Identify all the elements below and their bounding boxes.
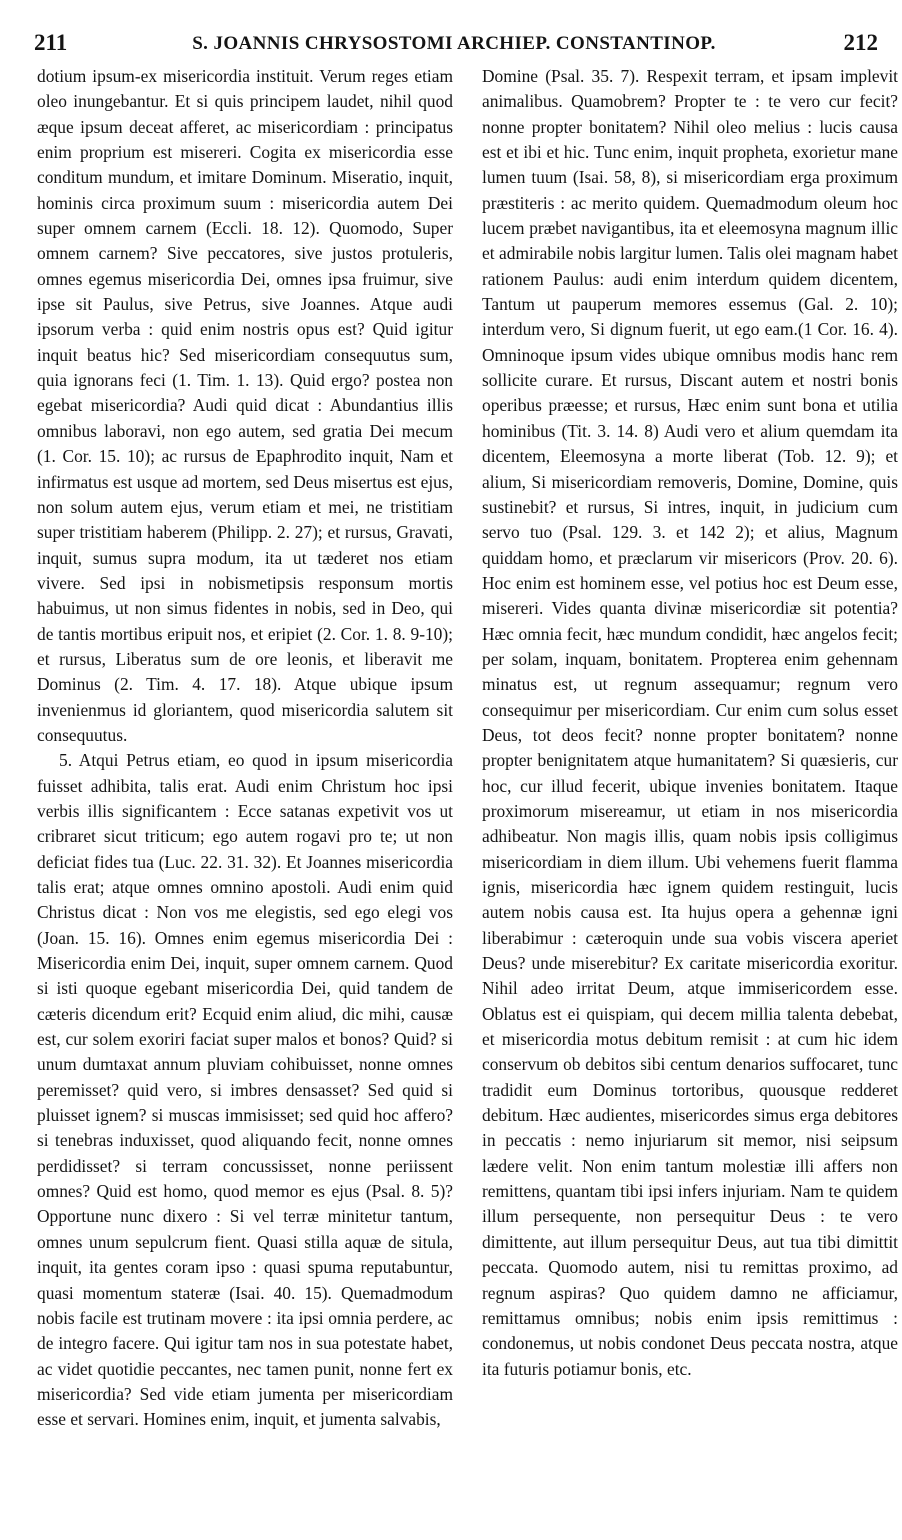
page-number-right: 212 — [843, 30, 878, 55]
right-paragraph-1: Domine (Psal. 35. 7). Respexit terram, et ipsam implevit animalibus. Quamobrem? Propter te : te vero cur fecit? nonne propter bonitatem? Nihil oleo melius : lucis causa est et ibi et hic. Tunc enim, inquit propheta, exorietur mane lumen tuum (Isai. 58, 8), si misericordiam erga proximum præstiteris : ac merito quidem. Quemadmodum oleum hoc lucem præbet navigantibus, ita et eleemosyna magnum illic et admirabile nobis largitur lumen. Talis olei magnam habet rationem Paulus: audi enim interdum quidem dicentem, Tantum ut pauperum memores essemus (Gal. 2. 10); interdum vero, Si dignum fuerit, ut ego eam.(1 Cor. 16. 4). Omninoque ipsum vides ubique omnibus modis hanc rem sollicite curare. Et rursus, Discant autem et nostri bonis operibus præesse; et rursus, Hæc enim sunt bona et utilia hominibus (Tit. 3. 14. 8) Audi vero et alium quemdam ita dicentem, Eleemosyna a morte liberat (Tob. 12. 9); et alium, Si misericordiam removeris, Domine, Domine, quis sustinebit? et rursus, Si intres, inquit, in judicium cum servo tuo (Psal. 129. 3. et 142 2); et alius, Magnum quiddam homo, et præclarum vir misericors (Prov. 20. 6). Hoc enim est hominem esse, vel potius hoc est Deum esse, misereri. Vides quanta divinæ misericordiæ sit potentia? Hæc omnia fecit, hæc mundum condidit, hæc angelos fecit; per solam, inquam, bonitatem. Propterea enim gehennam minatus est, ut regnum assequamur; regnum vero consequimur per misericordiam. Cur enim cum solus esset Deus, tot deos fecit? nonne propter bonitatem? nonne propter benignitatem atque humanitatem? Si quæsieris, cur hoc, cur illud fecerit, ubique invenies bonitatem. Itaque proximorum misereamur, ut etiam in nos misericordia adhibeatur. Non magis illis, quam nobis ipsis colligimus misericordiam in diem illum. Ubi vehemens fuerit flamma ignis, misericordia hæc ignem quidem restinguit, lucis autem nobis causa est. Ita hujus opera a gehennæ igni liberabimur : cæteroquin unde sua vobis viscera aperiet Deus? unde miserebitur? Ex caritate misericordia exoritur. Nihil adeo irritat Deum, atque immisericordem esse. Oblatus est ei quispiam, qui decem millia talenta debebat, et misericordia motus debitum remisit : at cum hic idem conservum ob debitos sibi centum denarios suffocaret, tunc tradidit eum Dominus tortoribus, quousque redderet debitum. Hæc audientes, misericordes simus erga debitores in peccatis : nemo injuriarum sit memor, nisi seipsum lædere velit. Non enim tantum molestiæ illi affers non remittens, quantam tibi ipsi infers injuriam. Nam te quidem illum persequente, non persequitur Deus : te vero dimittente, aut illum persequitur Deus, aut tua tibi dimittit peccata. Quomodo autem, nisi tu remittas proximo, ad regnum aspiras? Quo quidem damno ne afficiamur, remittamus omnibus; nobis enim ipsis remittimus : condonemus, ut nobis condonet Deus peccata nostra, atque ita futuris potiamur bonis, etc. — [482, 66, 898, 1379]
left-paragraph-1: dotium ipsum-ex misericordia instituit. Verum reges etiam oleo inungebantur. Et si quis principem laudet, nihil quod æque ipsum deceat afferet, ac misericordiam : principatus enim proprium est misereri. Cogita ex misericordia esse conditum mundum, et imitare Dominum. Miseratio, inquit, hominis circa proximum suum : misericordia autem Dei super omnem carnem (Eccli. 18. 12). Quomodo, Super omnem carnem? Sive peccatores, sive justos protuleris, omnes egemus misericordia Dei, omnes ipsa fruimur, sive ipse sit Paulus, sive Petrus, sive Joannes. Atque audi ipsorum verba : quid enim nostris opus est? Quid igitur inquit beatus hic? Sed misericordiam consequutus sum, quia ignorans feci (1. Tim. 1. 13). Quid ergo? postea non egebat misericordia? Audi quid dicat : Abundantius illis omnibus laboravi, non ego autem, sed gratia Dei mecum (1. Cor. 15. 10); ac rursus de Epaphrodito inquit, Nam et infirmatus est usque ad mortem, sed Deus misertus est ejus, non solum autem ejus, verum etiam et mei, ne tristitiam super tristitiam haberem (Philipp. 2. 27); et rursus, Gravati, inquit, sumus supra modum, ita ut tæderet nos etiam vivere. Sed ipsi in nobismetipsis responsum mortis habuimus, ut non simus fidentes in nobis, sed in Deo, qui de tantis mortibus eripuit nos, et eripiet (2. Cor. 1. 8. 9-10); et rursus, Liberatus sum de ore leonis, et liberavit me Dominus (2. Tim. 4. 17. 18). Atque ubique ipsum invenienmus id gloriantem, quod misericordia salutem sit consequutus. — [37, 66, 453, 745]
page-header — [30, 30, 878, 64]
running-title: S. JOANNIS CHRYSOSTOMI ARCHIEP. CONSTANTINOP. — [192, 33, 716, 54]
right-column — [482, 64, 898, 1382]
page-number-left: 211 — [34, 30, 68, 55]
left-paragraph-2: 5. Atqui Petrus etiam, eo quod in ipsum misericordia fuisset adhibita, talis erat. Audi enim Christum hoc ipsi verbis illis significantem : Ecce satanas expetivit vos ut cribraret sicut triticum; ego autem rogavi pro te; ut non deficiat fides tua (Luc. 22. 31. 32). Et Joannes misericordia talis erat; atque omnes omnino apostoli. Audi enim quid Christus dicat : Non vos me elegistis, sed ego elegi vos (Joan. 15. 16). Omnes enim egemus misericordia Dei : Misericordia enim Dei, inquit, super omnem carnem. Quod si isti quoque egebant misericordia Dei, quid tandem de cæteris dicendum erit? Ecquid enim aliud, dic mihi, causæ est, cur solem exoriri faciat super malos et bonos? Quid? si unum dumtaxat annum pluviam cohibuisset, nonne omnes peremisset? quid vero, si imbres densasset? Sed quid si pluisset ignem? si muscas immisisset; sed quid hoc affero? si tenebras induxisset, quod aliquando fecit, nonne omnes perdidisset? si terram concussisset, nonne periissent omnes? Quid est homo, quod memor es ejus (Psal. 8. 5)? Opportune nunc dixero : Si vel terræ minitetur tantum, omnes unum sepulcrum fient. Quasi stilla aquæ de situla, inquit, ita gentes coram ipso : quasi spuma reputabuntur, quasi momentum stateræ (Isai. 40. 15). Quemadmodum nobis facile est trutinam movere : ita ipsi omnia perdere, ac de integro facere. Qui igitur tam nos in sua potestate habet, ac videt quotidie peccantes, nec tamen punit, nonne fert ex misericordia? Sed vide etiam jumenta per misericordiam esse et servari. Homines enim, inquit, et jumenta salvabis, — [37, 750, 453, 1430]
left-column — [37, 64, 453, 1433]
